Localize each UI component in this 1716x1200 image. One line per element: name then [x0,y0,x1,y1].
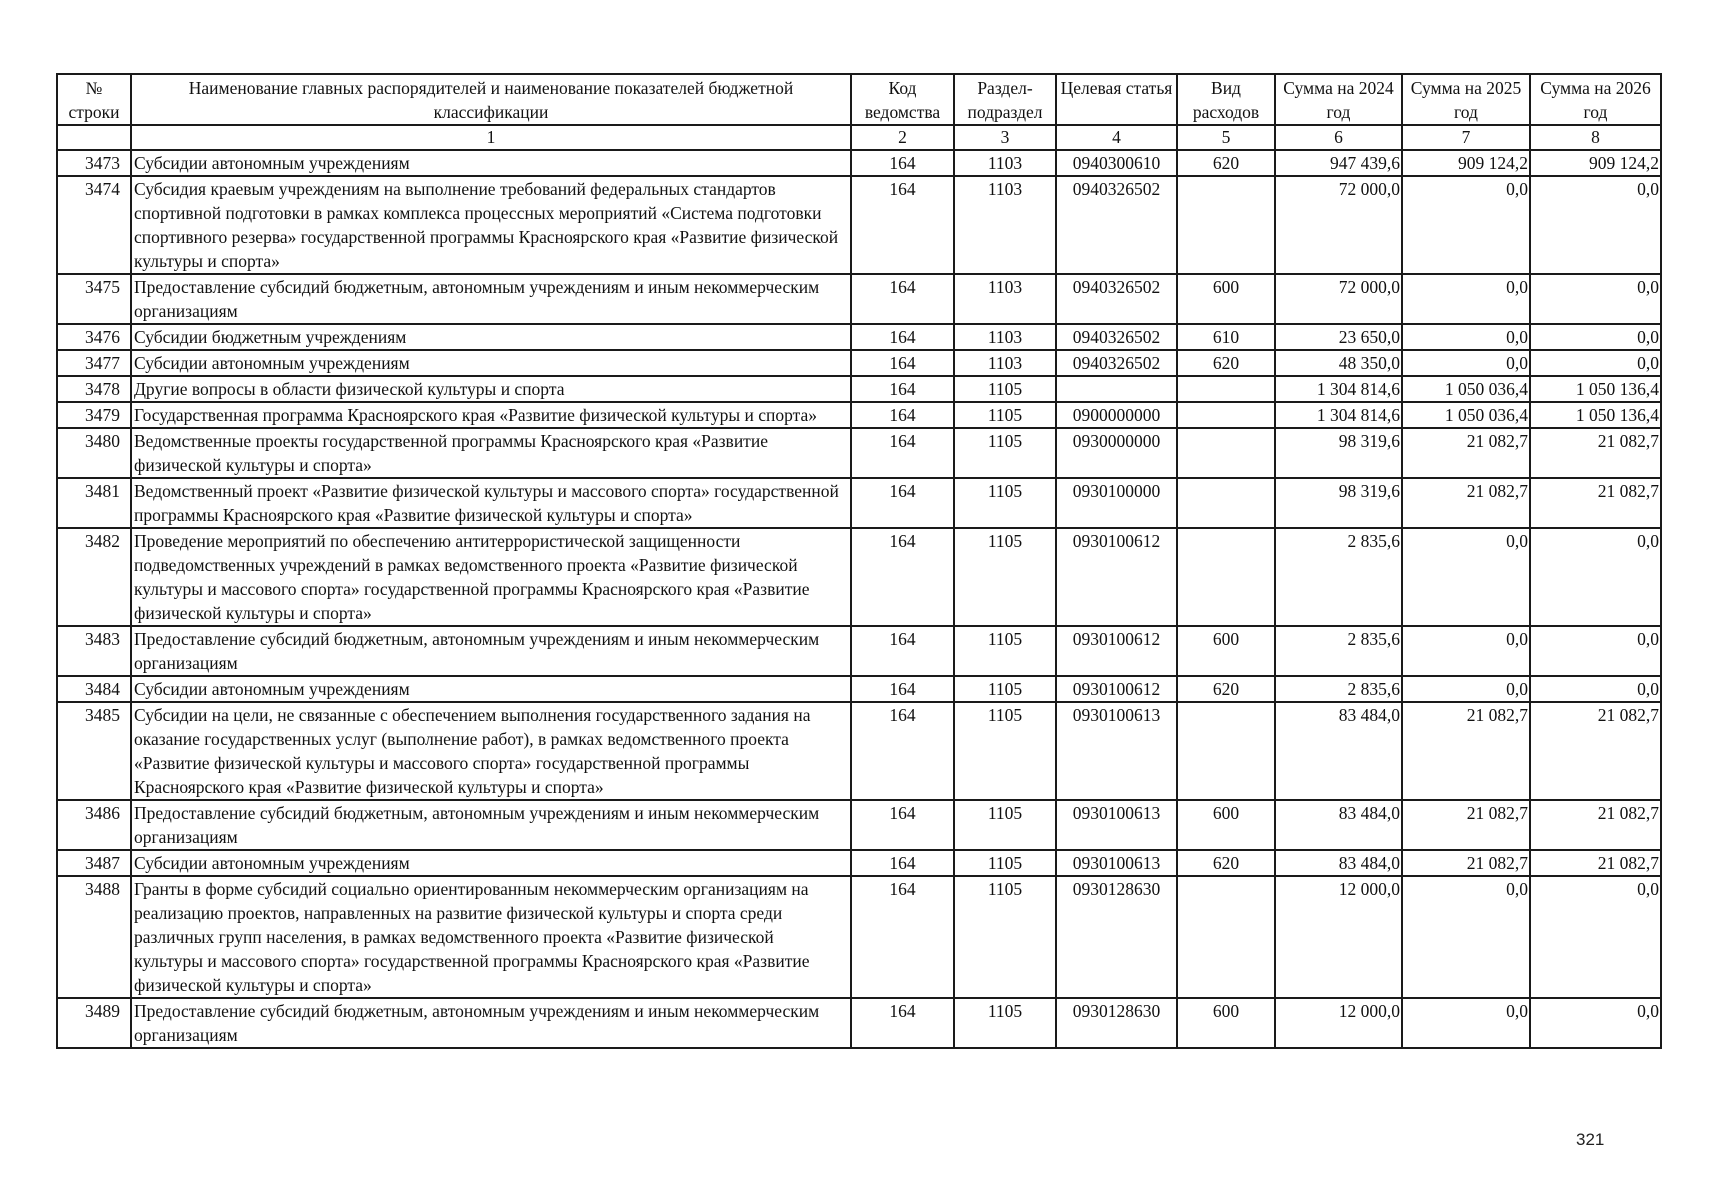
dept-code-cell: 164 [851,626,954,676]
expense-type-cell: 620 [1177,676,1275,702]
sum-2024-cell: 12 000,0 [1275,876,1402,998]
sum-2025-cell: 909 124,2 [1402,150,1530,176]
dept-code-cell: 164 [851,376,954,402]
column-number: 1 [131,125,851,150]
sum-2024-cell: 12 000,0 [1275,998,1402,1048]
sum-2026-cell: 21 082,7 [1530,850,1661,876]
sum-2026-cell: 0,0 [1530,274,1661,324]
sum-2026-cell: 0,0 [1530,676,1661,702]
indicator-name-cell: Предоставление субсидий бюджетным, автономным учреждениям и иным некоммерческим организациям [131,998,851,1048]
sum-2025-cell: 1 050 036,4 [1402,402,1530,428]
target-article-cell: 0940326502 [1056,350,1177,376]
row-number-cell: 3482 [57,528,131,626]
sum-2025-cell: 0,0 [1402,350,1530,376]
dept-code-cell: 164 [851,350,954,376]
table-row [57,402,1661,428]
column-number: 7 [1402,125,1530,150]
section-cell: 1105 [954,528,1056,626]
indicator-name-cell: Субсидии автономным учреждениям [131,850,851,876]
column-number: 5 [1177,125,1275,150]
header-sum-2025: Сумма на 2025 год [1402,74,1530,125]
row-number-cell: 3474 [57,176,131,274]
sum-2024-cell: 23 650,0 [1275,324,1402,350]
section-cell: 1105 [954,702,1056,800]
sum-2026-cell: 0,0 [1530,528,1661,626]
sum-2025-cell: 0,0 [1402,324,1530,350]
expense-type-cell [1177,428,1275,478]
indicator-name-cell: Субсидии автономным учреждениям [131,150,851,176]
table-row [57,800,1661,850]
sum-2025-cell: 21 082,7 [1402,800,1530,850]
sum-2024-cell: 1 304 814,6 [1275,376,1402,402]
indicator-name-cell: Проведение мероприятий по обеспечению антитеррористической защищенности подведомственных учреждений в рамках ведомственного проекта «Развитие физической культуры и массового спорта» государственной программы Красноярского края «Развитие физической культуры и спорта» [131,528,851,626]
header-section: Раздел-подраздел [954,74,1056,125]
sum-2024-cell: 83 484,0 [1275,850,1402,876]
section-cell: 1105 [954,850,1056,876]
sum-2026-cell: 21 082,7 [1530,702,1661,800]
sum-2025-cell: 21 082,7 [1402,702,1530,800]
row-number-cell: 3477 [57,350,131,376]
column-number: 6 [1275,125,1402,150]
indicator-name-cell: Предоставление субсидий бюджетным, автономным учреждениям и иным некоммерческим организациям [131,800,851,850]
expense-type-cell: 600 [1177,626,1275,676]
sum-2025-cell: 0,0 [1402,528,1530,626]
target-article-cell: 0930100613 [1056,702,1177,800]
row-number-cell: 3486 [57,800,131,850]
sum-2026-cell: 21 082,7 [1530,428,1661,478]
expense-type-cell [1177,478,1275,528]
sum-2024-cell: 83 484,0 [1275,800,1402,850]
sum-2024-cell: 48 350,0 [1275,350,1402,376]
header-name: Наименование главных распорядителей и наименование показателей бюджетной классификации [131,74,851,125]
sum-2026-cell: 21 082,7 [1530,800,1661,850]
dept-code-cell: 164 [851,402,954,428]
budget-table [56,73,1662,1049]
row-number-cell: 3489 [57,998,131,1048]
table-row [57,150,1661,176]
target-article-cell: 0930128630 [1056,876,1177,998]
target-article-cell: 0930100613 [1056,800,1177,850]
sum-2026-cell: 1 050 136,4 [1530,402,1661,428]
column-number: 2 [851,125,954,150]
header-expense-type: Вид расходов [1177,74,1275,125]
indicator-name-cell: Предоставление субсидий бюджетным, автономным учреждениям и иным некоммерческим организациям [131,626,851,676]
table-row [57,626,1661,676]
dept-code-cell: 164 [851,800,954,850]
section-cell: 1103 [954,324,1056,350]
dept-code-cell: 164 [851,528,954,626]
indicator-name-cell: Субсидии автономным учреждениям [131,676,851,702]
indicator-name-cell: Ведомственный проект «Развитие физической культуры и массового спорта» государственной программы Красноярского края «Развитие физической культуры и спорта» [131,478,851,528]
section-cell: 1105 [954,478,1056,528]
sum-2026-cell: 0,0 [1530,350,1661,376]
header-target: Целевая статья [1056,74,1177,125]
indicator-name-cell: Гранты в форме субсидий социально ориентированным некоммерческим организациям на реализацию проектов, направленных на развитие физической культуры и спорта среди различных групп населения, в рамках ведомственного проекта «Развитие физической культуры и массового спорта» государственной программы Красноярского края «Развитие физической культуры и спорта» [131,876,851,998]
expense-type-cell: 620 [1177,150,1275,176]
target-article-cell: 0930000000 [1056,428,1177,478]
indicator-name-cell: Субсидия краевым учреждениям на выполнение требований федеральных стандартов спортивной подготовки в рамках комплекса процессных мероприятий «Система подготовки спортивного резерва» государственной программы Красноярского края «Развитие физической культуры и спорта» [131,176,851,274]
target-article-cell: 0930100612 [1056,626,1177,676]
section-cell: 1103 [954,350,1056,376]
row-number-cell: 3475 [57,274,131,324]
table-row [57,876,1661,998]
sum-2024-cell: 2 835,6 [1275,528,1402,626]
section-cell: 1103 [954,274,1056,324]
sum-2026-cell: 21 082,7 [1530,478,1661,528]
section-cell: 1103 [954,176,1056,274]
row-number-cell: 3479 [57,402,131,428]
target-article-cell: 0930100613 [1056,850,1177,876]
table-row [57,428,1661,478]
section-cell: 1105 [954,626,1056,676]
sum-2026-cell: 0,0 [1530,324,1661,350]
table-row [57,376,1661,402]
dept-code-cell: 164 [851,150,954,176]
sum-2025-cell: 0,0 [1402,998,1530,1048]
sum-2026-cell: 0,0 [1530,876,1661,998]
section-cell: 1103 [954,150,1056,176]
sum-2026-cell: 0,0 [1530,626,1661,676]
expense-type-cell [1177,376,1275,402]
section-cell: 1105 [954,676,1056,702]
expense-type-cell: 620 [1177,850,1275,876]
dept-code-cell: 164 [851,274,954,324]
expense-type-cell [1177,402,1275,428]
sum-2026-cell: 0,0 [1530,176,1661,274]
section-cell: 1105 [954,800,1056,850]
indicator-name-cell: Предоставление субсидий бюджетным, автономным учреждениям и иным некоммерческим организациям [131,274,851,324]
sum-2025-cell: 1 050 036,4 [1402,376,1530,402]
sum-2025-cell: 21 082,7 [1402,850,1530,876]
indicator-name-cell: Государственная программа Красноярского края «Развитие физической культуры и спорта» [131,402,851,428]
dept-code-cell: 164 [851,176,954,274]
section-cell: 1105 [954,876,1056,998]
expense-type-cell: 620 [1177,350,1275,376]
row-number-cell: 3480 [57,428,131,478]
row-number-cell: 3485 [57,702,131,800]
target-article-cell: 0930100612 [1056,528,1177,626]
sum-2024-cell: 72 000,0 [1275,274,1402,324]
target-article-cell: 0940326502 [1056,176,1177,274]
expense-type-cell: 600 [1177,998,1275,1048]
target-article-cell: 0930100612 [1056,676,1177,702]
table-row [57,528,1661,626]
sum-2024-cell: 72 000,0 [1275,176,1402,274]
indicator-name-cell: Другие вопросы в области физической культуры и спорта [131,376,851,402]
column-number: 3 [954,125,1056,150]
row-number-cell: 3487 [57,850,131,876]
target-article-cell: 0930128630 [1056,998,1177,1048]
sum-2024-cell: 83 484,0 [1275,702,1402,800]
table-row [57,676,1661,702]
dept-code-cell: 164 [851,702,954,800]
sum-2024-cell: 1 304 814,6 [1275,402,1402,428]
sum-2024-cell: 947 439,6 [1275,150,1402,176]
expense-type-cell [1177,876,1275,998]
section-cell: 1105 [954,998,1056,1048]
target-article-cell: 0940326502 [1056,324,1177,350]
target-article-cell: 0930100000 [1056,478,1177,528]
expense-type-cell [1177,176,1275,274]
sum-2025-cell: 0,0 [1402,274,1530,324]
column-number-row [57,125,1661,150]
sum-2024-cell: 2 835,6 [1275,626,1402,676]
sum-2024-cell: 98 319,6 [1275,428,1402,478]
expense-type-cell: 600 [1177,800,1275,850]
row-number-cell: 3483 [57,626,131,676]
target-article-cell: 0900000000 [1056,402,1177,428]
sum-2025-cell: 0,0 [1402,176,1530,274]
column-number: 8 [1530,125,1661,150]
header-dept-code: Код ведомства [851,74,954,125]
table-row [57,176,1661,274]
sum-2025-cell: 21 082,7 [1402,428,1530,478]
row-number-cell: 3473 [57,150,131,176]
dept-code-cell: 164 [851,478,954,528]
section-cell: 1105 [954,376,1056,402]
dept-code-cell: 164 [851,428,954,478]
table-row [57,850,1661,876]
row-number-cell: 3481 [57,478,131,528]
sum-2024-cell: 2 835,6 [1275,676,1402,702]
column-number: 4 [1056,125,1177,150]
header-row [57,74,1661,125]
row-number-cell: 3488 [57,876,131,998]
table-row [57,998,1661,1048]
dept-code-cell: 164 [851,876,954,998]
sum-2025-cell: 21 082,7 [1402,478,1530,528]
dept-code-cell: 164 [851,850,954,876]
target-article-cell: 0940326502 [1056,274,1177,324]
sum-2025-cell: 0,0 [1402,676,1530,702]
sum-2025-cell: 0,0 [1402,626,1530,676]
target-article-cell: 0940300610 [1056,150,1177,176]
table-row [57,274,1661,324]
dept-code-cell: 164 [851,998,954,1048]
expense-type-cell [1177,702,1275,800]
indicator-name-cell: Субсидии бюджетным учреждениям [131,324,851,350]
page-number: 321 [1576,1130,1605,1149]
sum-2026-cell: 909 124,2 [1530,150,1661,176]
sum-2024-cell: 98 319,6 [1275,478,1402,528]
column-number-blank [57,125,131,150]
header-row-no: № строки [57,74,131,125]
section-cell: 1105 [954,428,1056,478]
expense-type-cell: 610 [1177,324,1275,350]
table-row [57,324,1661,350]
header-sum-2026: Сумма на 2026 год [1530,74,1661,125]
table-row [57,702,1661,800]
indicator-name-cell: Ведомственные проекты государственной программы Красноярского края «Развитие физической культуры и спорта» [131,428,851,478]
sum-2025-cell: 0,0 [1402,876,1530,998]
section-cell: 1105 [954,402,1056,428]
sum-2026-cell: 0,0 [1530,998,1661,1048]
dept-code-cell: 164 [851,324,954,350]
row-number-cell: 3484 [57,676,131,702]
dept-code-cell: 164 [851,676,954,702]
indicator-name-cell: Субсидии на цели, не связанные с обеспечением выполнения государственного задания на оказание государственных услуг (выполнение работ), в рамках ведомственного проекта «Развитие физической культуры и массового спорта» государственной программы Красноярского края «Развитие физической культуры и спорта» [131,702,851,800]
target-article-cell [1056,376,1177,402]
indicator-name-cell: Субсидии автономным учреждениям [131,350,851,376]
expense-type-cell: 600 [1177,274,1275,324]
row-number-cell: 3476 [57,324,131,350]
header-sum-2024: Сумма на 2024 год [1275,74,1402,125]
sum-2026-cell: 1 050 136,4 [1530,376,1661,402]
expense-type-cell [1177,528,1275,626]
table-row [57,478,1661,528]
row-number-cell: 3478 [57,376,131,402]
table-row [57,350,1661,376]
